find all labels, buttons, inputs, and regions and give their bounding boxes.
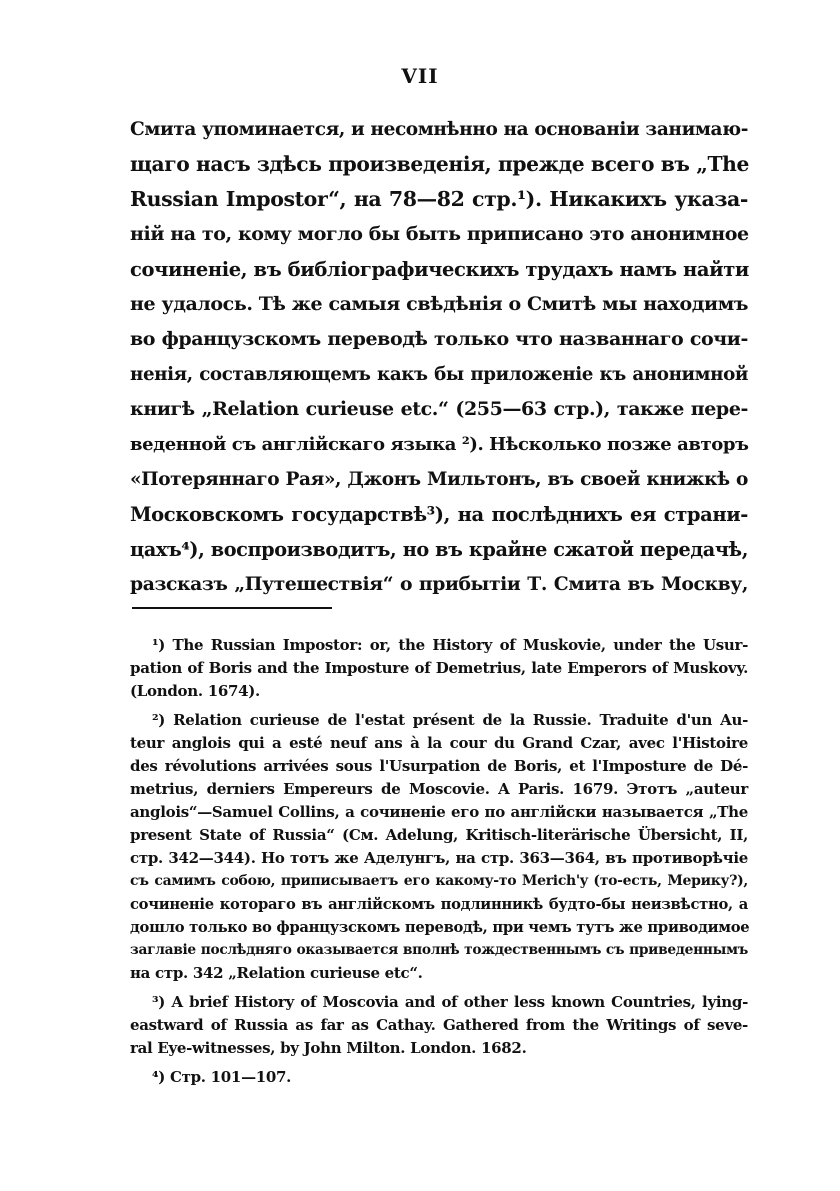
- footnote-4: [130, 1066, 748, 1089]
- text-line: щаго насъ здѣсь произведенія, прежде всего въ „The: [130, 152, 749, 176]
- footnote-line: teur anglois qui a esté neuf ans à la cour du Grand Czar, avec l'Histoire: [130, 734, 748, 752]
- page-number: VII: [401, 64, 439, 88]
- text-line: цахъ⁴), воспроизводитъ, но въ крайне сжатой передачѣ,: [130, 538, 748, 561]
- footnote-line: pation of Boris and the Imposture of Demetrius, late Emperors of Muskovy.: [130, 659, 748, 677]
- text-line: книгѣ „Relation curieuse etc.“ (255—63 стр.), также пере-: [130, 398, 748, 420]
- footnote-line: ²) Relation curieuse de l'estat présent de la Russie. Traduite d'un Au-: [152, 711, 748, 729]
- text-line: не удалось. Тѣ же самыя свѣдѣнія о Смитѣ мы находимъ: [130, 293, 748, 315]
- footnote-line: заглавіе послѣдняго оказывается вполнѣ тождественнымъ съ приведеннымъ: [130, 942, 748, 958]
- footnote-2: [130, 709, 748, 985]
- footnote-line: anglois“—Samuel Collins, а сочиненіе его по англійски называется „The: [130, 803, 748, 821]
- text-line: сочиненіе, въ библіографическихъ трудахъ намъ найти: [130, 258, 749, 281]
- footnote-line: на стр. 342 „Relation curieuse etc“.: [130, 964, 423, 982]
- footnote-line: metrius, derniers Empereurs de Moscovie. A Paris. 1679. Этотъ „auteur: [130, 780, 748, 798]
- footnote-line: des révolutions arrivées sous l'Usurpation de Boris, et l'Imposture de Dé-: [130, 757, 748, 775]
- text-line: ній на то, кому могло бы быть приписано это анонимное: [130, 223, 749, 245]
- footnote-line: ral Eye-witnesses, by John Milton. London. 1682.: [130, 1039, 527, 1057]
- text-line: Russian Impostor“, на 78—82 стр.¹). Никакихъ указа-: [130, 187, 748, 211]
- footnotes: [130, 634, 748, 1089]
- footnote-line: (London. 1674).: [130, 682, 260, 700]
- text-line: разсказъ „Путешествія“ о прибытіи Т. Смита въ Москву,: [130, 573, 748, 595]
- footnote-3: [130, 991, 748, 1060]
- text-line: ненія, составляющемъ какъ бы приложеніе къ анонимной: [130, 364, 748, 385]
- footnote-line: ³) A brief History of Moscovia and of other less known Countries, lying-: [152, 993, 748, 1011]
- text-line: «Потеряннаго Рая», Джонъ Мильтонъ, въ своей книжкѣ о: [130, 469, 748, 490]
- text-line: веденной съ англійскаго языка ²). Нѣсколько позже авторъ: [130, 434, 749, 455]
- footnote-divider: [132, 607, 332, 609]
- text-line: Московскомъ государствѣ³), на послѣднихъ ея страни-: [130, 503, 748, 526]
- footnote-line: сочиненіе котораго въ англійскомъ подлинникѣ будто-бы неизвѣстно, а: [130, 896, 748, 913]
- footnote-line: eastward of Russia as far as Cathay. Gathered from the Writings of seve-: [130, 1016, 748, 1034]
- main-text: [130, 112, 748, 602]
- text-line: во французскомъ переводѣ только что названнаго сочи-: [130, 328, 748, 350]
- footnote-1: [130, 634, 748, 703]
- footnote-line: стр. 342—344). Но тотъ же Аделунгъ, на стр. 363—364, въ противорѣчіе: [130, 849, 748, 867]
- footnote-line: съ самимъ собою, приписываетъ его какому-то Merich'y (то-есть, Мерику?),: [130, 873, 748, 889]
- footnote-line: дошло только во французскомъ переводѣ, при чемъ тутъ же приводимое: [130, 919, 750, 936]
- footnote-line: ¹) The Russian Impostor: or, the History of Muskovie, under the Usur-: [152, 636, 748, 654]
- footnote-line: present State of Russia“ (См. Adelung, Kritisch-literärische Übersicht, II,: [130, 826, 748, 844]
- footnote-line: ⁴) Стр. 101—107.: [152, 1068, 292, 1086]
- text-line: Смита упоминается, и несомнѣнно на основаніи занимаю-: [130, 119, 748, 140]
